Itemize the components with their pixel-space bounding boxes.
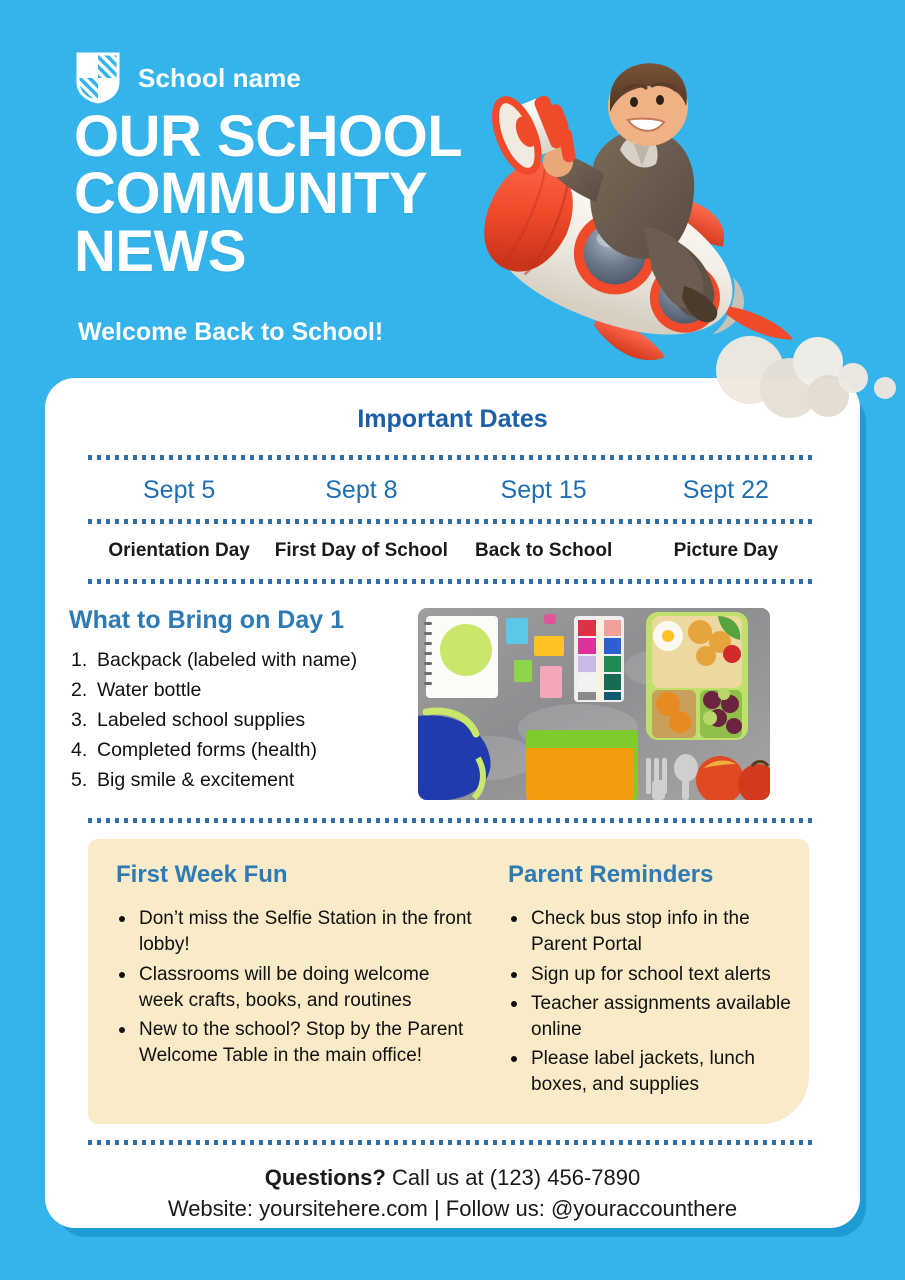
- date-cell: [635, 460, 817, 519]
- contact-footer: [45, 1145, 860, 1224]
- list-item: Completed forms (health): [97, 739, 318, 762]
- contact-line: Website: yoursitehere.com | Follow us: @youraccounthere: [167, 1195, 738, 1221]
- questions-label: Questions?: [264, 1164, 386, 1190]
- first-week-fun-column: [88, 861, 486, 1102]
- poster-header: [0, 0, 905, 380]
- date-cell: [453, 460, 635, 519]
- brand-lockup: [76, 52, 301, 104]
- dates-row: [88, 460, 817, 519]
- what-to-bring-list: [69, 645, 418, 795]
- page-title-line-1: OUR SCHOOL: [74, 104, 463, 169]
- parent-reminders-title: Parent Reminders: [508, 861, 714, 889]
- date-label: Sept 22: [682, 476, 769, 504]
- list-item: Don’t miss the Selfie Station in the front lobby!: [116, 906, 476, 958]
- page-subtitle: Welcome Back to School!: [78, 318, 384, 346]
- list-item: Big smile & excitement: [97, 769, 295, 792]
- shield-icon: [76, 52, 120, 104]
- list-item: Check bus stop info in the Parent Portal: [508, 906, 799, 958]
- list-item: Backpack (labeled with name): [97, 649, 358, 672]
- event-label: Picture Day: [673, 540, 779, 561]
- content-card: [45, 378, 860, 1228]
- list-item: Labeled school supplies: [97, 709, 306, 732]
- date-label: Sept 15: [500, 476, 587, 504]
- first-week-fun-title: First Week Fun: [116, 861, 288, 889]
- parent-reminders-list: [508, 906, 799, 1099]
- page-title-line-2: COMMUNITY: [74, 161, 428, 227]
- highlights-panel: [88, 839, 809, 1124]
- page-title-line-3: NEWS: [74, 218, 246, 284]
- school-supplies-photo: [418, 608, 770, 800]
- event-label: Back to School: [475, 540, 613, 561]
- parent-reminders-column: [486, 861, 809, 1102]
- event-cell: [635, 524, 817, 579]
- list-item: Teacher assignments available online: [508, 991, 799, 1043]
- date-label: Sept 8: [325, 476, 398, 504]
- list-item: Please label jackets, lunch boxes, and supplies: [508, 1046, 799, 1098]
- event-cell: [453, 524, 635, 579]
- questions-line: [45, 1162, 860, 1193]
- event-cell: [88, 524, 270, 579]
- important-dates-title: Important Dates: [357, 405, 548, 433]
- call-text: Call us at (123) 456-7890: [391, 1164, 641, 1190]
- date-cell: [270, 460, 452, 519]
- date-label: Sept 5: [142, 476, 216, 504]
- list-item: Classrooms will be doing welcome week crafts, books, and routines: [116, 962, 476, 1014]
- what-to-bring-section: [45, 584, 860, 800]
- page-title: [74, 104, 463, 284]
- first-week-fun-list: [116, 906, 476, 1069]
- list-item: New to the school? Stop by the Parent Welcome Table in the main office!: [116, 1017, 476, 1069]
- date-cell: [88, 460, 270, 519]
- list-item: Water bottle: [97, 679, 202, 702]
- event-cell: [270, 524, 452, 579]
- events-row: [88, 524, 817, 579]
- list-item: Sign up for school text alerts: [508, 962, 799, 988]
- what-to-bring-title: What to Bring on Day 1: [69, 606, 344, 635]
- school-name-text: School name: [138, 62, 301, 93]
- event-label: First Day of School: [274, 540, 448, 561]
- event-label: Orientation Day: [108, 540, 250, 561]
